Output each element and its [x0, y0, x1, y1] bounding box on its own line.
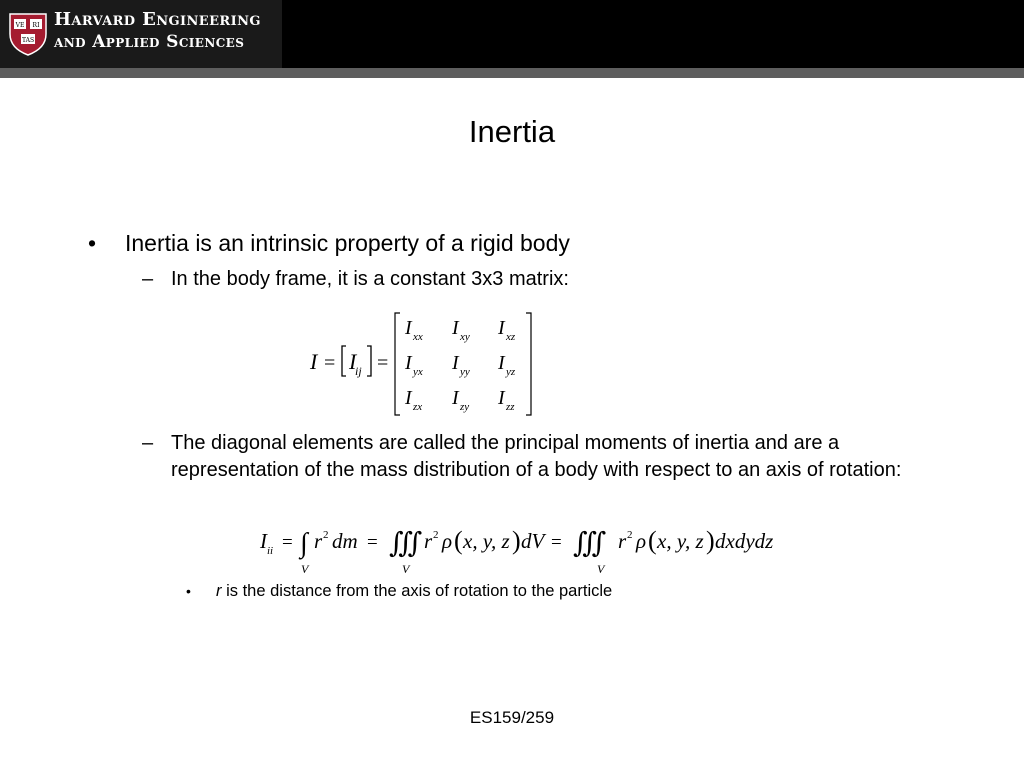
svg-text:I: I: [498, 317, 505, 339]
svg-text:2: 2: [323, 529, 329, 541]
svg-text:): ): [706, 526, 715, 555]
svg-text:x, y, z: x, y, z: [657, 529, 704, 553]
r-variable: r: [216, 582, 222, 600]
svg-text:): ): [512, 526, 521, 555]
generic-sub: ij: [355, 364, 362, 378]
svg-text:=: =: [551, 532, 562, 553]
svg-text:I: I: [498, 387, 505, 409]
svg-text:yx: yx: [413, 366, 423, 378]
header-divider: [0, 68, 1024, 78]
svg-text:=: =: [377, 352, 389, 374]
svg-text:I: I: [452, 317, 459, 339]
svg-text:I: I: [405, 317, 412, 339]
svg-text:r: r: [618, 529, 627, 553]
svg-text:∭: ∭: [573, 528, 607, 559]
principal-moment-integral-equation: [256, 518, 816, 582]
svg-text:ρ: ρ: [636, 529, 647, 553]
svg-text:=: =: [324, 352, 336, 374]
svg-text:I: I: [260, 529, 267, 553]
svg-text:2: 2: [627, 529, 633, 541]
svg-text:∫: ∫: [300, 528, 308, 559]
dash-icon: –: [142, 432, 154, 454]
svg-text:zz: zz: [506, 401, 515, 413]
shield-text-2: RI: [32, 22, 40, 29]
logo-line-2: and Applied Sciences: [54, 32, 245, 52]
svg-text:dm: dm: [332, 529, 358, 553]
svg-text:=: =: [367, 532, 378, 553]
svg-text:I: I: [452, 352, 459, 374]
inertia-matrix-equation: [306, 308, 540, 420]
svg-text:xx: xx: [413, 331, 423, 343]
shield-text-3: TAS: [21, 37, 35, 44]
svg-text:I: I: [405, 387, 412, 409]
dash-icon: –: [142, 268, 154, 290]
svg-text:I: I: [405, 352, 412, 374]
bullet-dot-icon: •: [88, 230, 97, 256]
svg-text:I: I: [452, 387, 459, 409]
svg-text:ii: ii: [267, 545, 274, 557]
sub-bullet-text: The diagonal elements are called the principal moments of inertia and are a representation of the mass distribution of a body with respect to an axis of rotation:: [171, 432, 902, 481]
svg-text:(: (: [454, 526, 463, 555]
logo-line-1: Harvard Engineering: [54, 9, 261, 30]
svg-text:V: V: [402, 562, 410, 576]
svg-text:∭: ∭: [389, 528, 423, 559]
sub-sub-bullet-text: [216, 582, 612, 601]
svg-text:zy: zy: [460, 401, 470, 413]
lhs-i: I: [310, 349, 318, 374]
svg-text:2: 2: [433, 529, 439, 541]
svg-text:ρ: ρ: [442, 529, 453, 553]
course-footer: ES159/259: [469, 708, 555, 727]
svg-text:V: V: [597, 562, 605, 576]
svg-text:xy: xy: [460, 331, 470, 343]
svg-text:=: =: [282, 532, 293, 553]
shield-text-1: VE: [15, 22, 25, 29]
harvard-seas-logo: [0, 0, 282, 68]
harvard-shield-icon: [8, 12, 48, 56]
sub-bullet-text: In the body frame, it is a constant 3x3 matrix:: [171, 268, 569, 290]
bullet-text: Inertia is an intrinsic property of a rigid body: [125, 230, 570, 256]
svg-text:r: r: [314, 529, 323, 553]
svg-text:r: r: [424, 529, 433, 553]
svg-text:V: V: [301, 562, 309, 576]
svg-text:zx: zx: [413, 401, 423, 413]
bullet-dot-icon: •: [186, 583, 191, 599]
generic-i: I: [349, 349, 357, 374]
svg-text:yy: yy: [460, 366, 470, 378]
svg-text:xz: xz: [506, 331, 516, 343]
svg-text:x, y, z: x, y, z: [463, 529, 510, 553]
r-definition-text: is the distance from the axis of rotation to the particle: [221, 582, 613, 600]
svg-text:(: (: [648, 526, 657, 555]
slide-title: Inertia: [468, 114, 556, 149]
svg-text:dV: dV: [521, 529, 545, 553]
svg-text:I: I: [498, 352, 505, 374]
svg-text:dxdydz: dxdydz: [715, 529, 774, 553]
svg-text:yz: yz: [506, 366, 516, 378]
